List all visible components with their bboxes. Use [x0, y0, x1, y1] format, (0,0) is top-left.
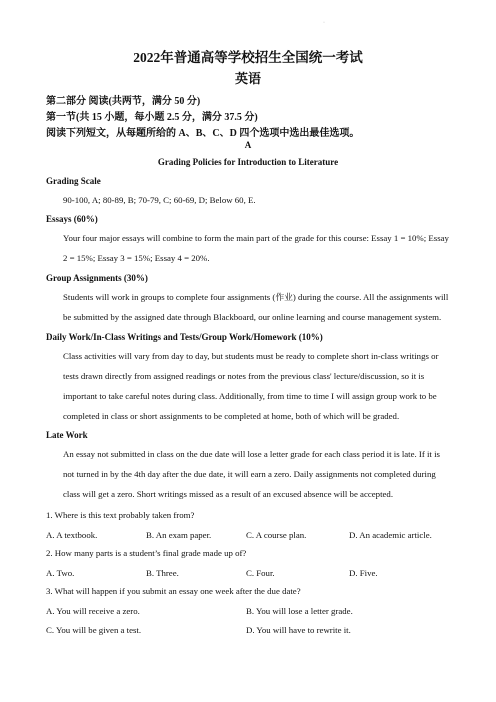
section-heading-group-assignments: Group Assignments (30%)	[46, 273, 148, 283]
section-text-daily-work	[46, 346, 452, 426]
paragraph: Class activities will vary from day to day, but students must be ready to complete short in-class writings or tests drawn directly from assigned readings or notes from the previous class' lecture/discussion, so it is important to take careful notes during class. Additionally, from time to time I will assign group work to be completed in class or short assignments to be completed at home, both of which will be graded.	[63, 351, 439, 421]
page-dot: ·	[323, 20, 325, 26]
section-heading-late-work: Late Work	[46, 430, 88, 440]
passage-letter: A	[244, 140, 252, 150]
question-3-option-a[interactable]: A. You will receive a zero.	[46, 606, 140, 616]
question-3-option-c[interactable]: C. You will be given a test.	[46, 625, 142, 635]
question-2-option-d[interactable]: D. Five.	[349, 568, 378, 578]
instructions: 阅读下列短文，从每题所给的 A、B、C、D 四个选项中选出最佳选项。	[46, 128, 360, 139]
question-3-option-b[interactable]: B. You will lose a letter grade.	[246, 606, 353, 616]
paragraph: Students will work in groups to complete four assignments (作业) during the course. All the assignments will be submitted by the assigned date through Blackboard, our online learning and course management system.	[63, 292, 449, 322]
section-heading: 第一节(共 15 小题，每小题 2.5 分，满分 37.5 分)	[46, 112, 258, 123]
part-heading: 第二部分 阅读(共两节，满分 50 分)	[46, 96, 201, 107]
question-1-option-a[interactable]: A. A textbook.	[46, 530, 98, 540]
question-1-option-b[interactable]: B. An exam paper.	[146, 530, 212, 540]
section-heading-grading-scale: Grading Scale	[46, 176, 101, 186]
question-2-option-c[interactable]: C. Four.	[246, 568, 275, 578]
section-heading-essays: Essays (60%)	[46, 214, 98, 224]
section-heading-daily-work: Daily Work/In-Class Writings and Tests/Group Work/Homework (10%)	[46, 332, 323, 342]
question-3-option-d[interactable]: D. You will have to rewrite it.	[246, 625, 351, 635]
question-2-option-a[interactable]: A. Two.	[46, 568, 75, 578]
section-text-essays	[46, 228, 452, 268]
question-2-option-b[interactable]: B. Three.	[146, 568, 179, 578]
question-1-option-d[interactable]: D. An academic article.	[349, 530, 432, 540]
passage-title: Grading Policies for Introduction to Literature	[157, 157, 339, 167]
section-text-group-assignments	[46, 287, 452, 327]
section-text-grading-scale	[46, 190, 452, 210]
question-2: 2. How many parts is a student’s final grade made up of?	[46, 548, 247, 558]
question-1: 1. Where is this text probably taken from?	[46, 510, 195, 520]
paragraph: An essay not submitted in class on the due date will lose a letter grade for each class period it is late. If it is not turned in by the 4th day after the due date, it will earn a zero. Daily assignments not completed during class will get a zero. Short writings missed as a result of an excused absence will be accepted.	[63, 449, 440, 499]
paragraph: Your four major essays will combine to form the main part of the grade for this course: Essay 1 = 10%; Essay 2 = 15%; Essay 3 = 15%; Essay 4 = 20%.	[63, 233, 449, 263]
subject-title: 英语	[234, 71, 261, 86]
question-3: 3. What will happen if you submit an essay one week after the due date?	[46, 586, 301, 596]
exam-title: 2022年普通高等学校招生全国统一考试	[133, 50, 363, 65]
section-text-late-work	[46, 444, 452, 504]
paragraph: 90-100, A; 80-89, B; 70-79, C; 60-69, D; Below 60, E.	[63, 195, 256, 205]
question-1-option-c[interactable]: C. A course plan.	[246, 530, 307, 540]
